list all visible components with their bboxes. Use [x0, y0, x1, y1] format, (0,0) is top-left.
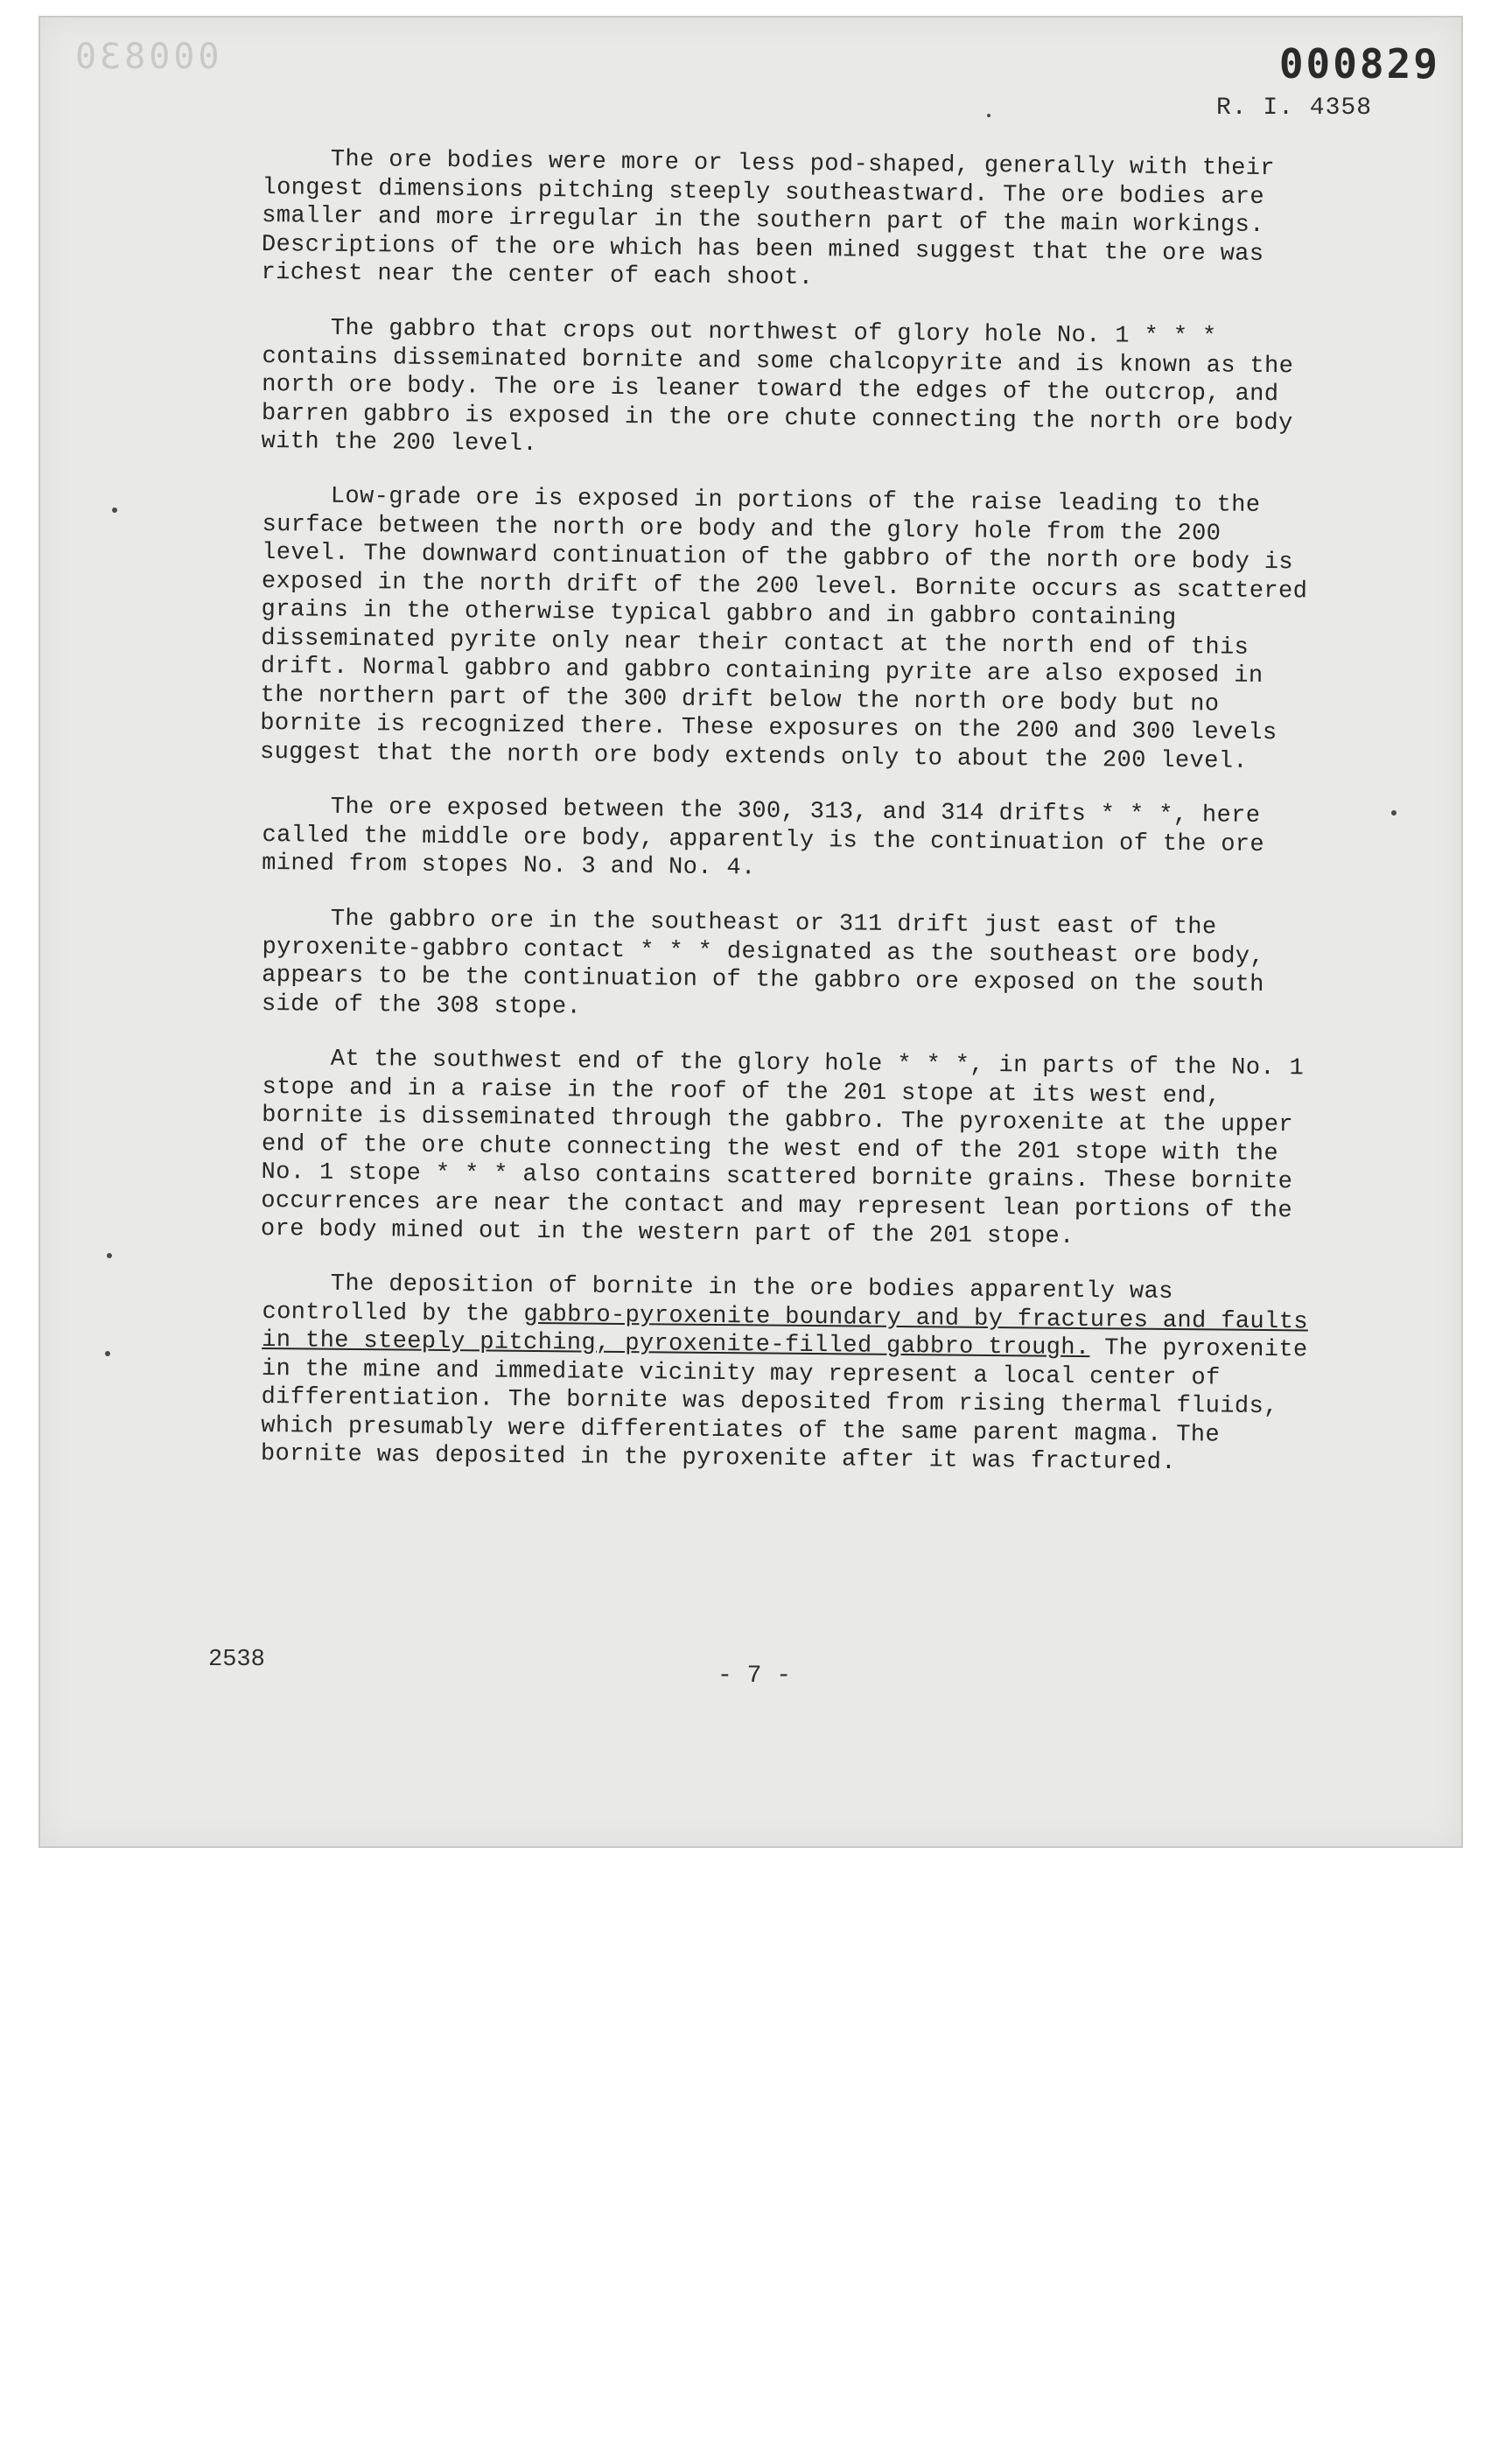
- margin-speck: [1391, 810, 1396, 816]
- final-paragraph-lead: The deposition of bornite in the ore bodies apparently was controlled by the: [262, 1270, 1173, 1328]
- body-text: [259, 145, 1312, 1495]
- paragraph: The ore bodies were more or less pod-shaped, generally with their longest dimensions pitching steeply southeastward. The ore bodies are smaller and more irregular in the southern part of the main workings. Descriptions of the ore which has been mined suggest that the ore was richest near the center of each shoot.: [261, 146, 1276, 292]
- final-paragraph: [261, 1270, 1312, 1479]
- paragraph: The gabbro that crops out northwest of glory hole No. 1 * * * contains disseminated bornite and some chalcopyrite and is known as the north ore body. The ore is leaner toward the edges of the outcrop, and barren gabbro is exposed in the ore chute connecting the north ore body with the 200 level.: [261, 315, 1294, 458]
- bleed-through-number: 000830: [72, 37, 220, 77]
- margin-speck: [107, 1253, 112, 1258]
- paragraph: Low-grade ore is exposed in portions of the raise leading to the surface between the north ore body and the glory hole from the 200 level. The downward continuation of the gabbro of the north ore body is exposed in the north drift of the 200 level. Bornite occurs as scattered grains in the otherwise typical gabbro and in gabbro containing disseminated pyrite only near their contact at the north end of this drift. Normal gabbro and gabbro containing pyrite are also exposed in the northern part of the 300 drift below the north ore body but no bornite is recognized there. These exposures on the 200 and 300 levels suggest that the north ore body extends only to about the 200 level.: [259, 483, 1308, 775]
- paragraph: The ore exposed between the 300, 313, and 314 drifts * * *, here called the middle ore body, apparently is the continuation of the ore mined from stopes No. 3 and No. 4.: [262, 794, 1265, 882]
- document-number: 000829: [1278, 40, 1440, 88]
- margin-speck: [987, 114, 990, 117]
- page-number: - 7 -: [718, 1662, 792, 1690]
- footer-code: 2538: [208, 1647, 265, 1673]
- margin-speck: [112, 508, 117, 513]
- report-reference: R. I. 4358: [1215, 94, 1372, 122]
- paragraph: The gabbro ore in the southeast or 311 drift just east of the pyroxenite-gabbro contact * * * designated as the southeast ore body, appears to be the continuation of the gabbro ore exposed on the south side of the 308 stope.: [261, 906, 1265, 1020]
- paragraph: At the southwest end of the glory hole * * *, in parts of the No. 1 stope and in a raise in the roof of the 201 stope at its west end, bornite is disseminated through the gabbro. The pyroxenite at the upper end of the ore chute connecting the west end of the 201 stope with the No. 1 stope * * * also contains scattered bornite grains. These bornite occurrences are near the contact and may represent lean portions of the ore body mined out in the western part of the 201 stope.: [260, 1046, 1305, 1250]
- underlined-passage: gabbro-pyroxenite boundary and by fractures and faults in the steeply pitching, pyroxenite-filled gabbro trough.: [262, 1301, 1309, 1362]
- margin-speck: [105, 1351, 110, 1356]
- final-paragraph-tail: The pyroxenite in the mine and immediate vicinity may represent a local center of differentiation. The bornite was deposited from rising thermal fluids, which presumably were differentiates of the same parent magma. The bornite was deposited in the pyroxenite after it was fractured.: [260, 1335, 1308, 1477]
